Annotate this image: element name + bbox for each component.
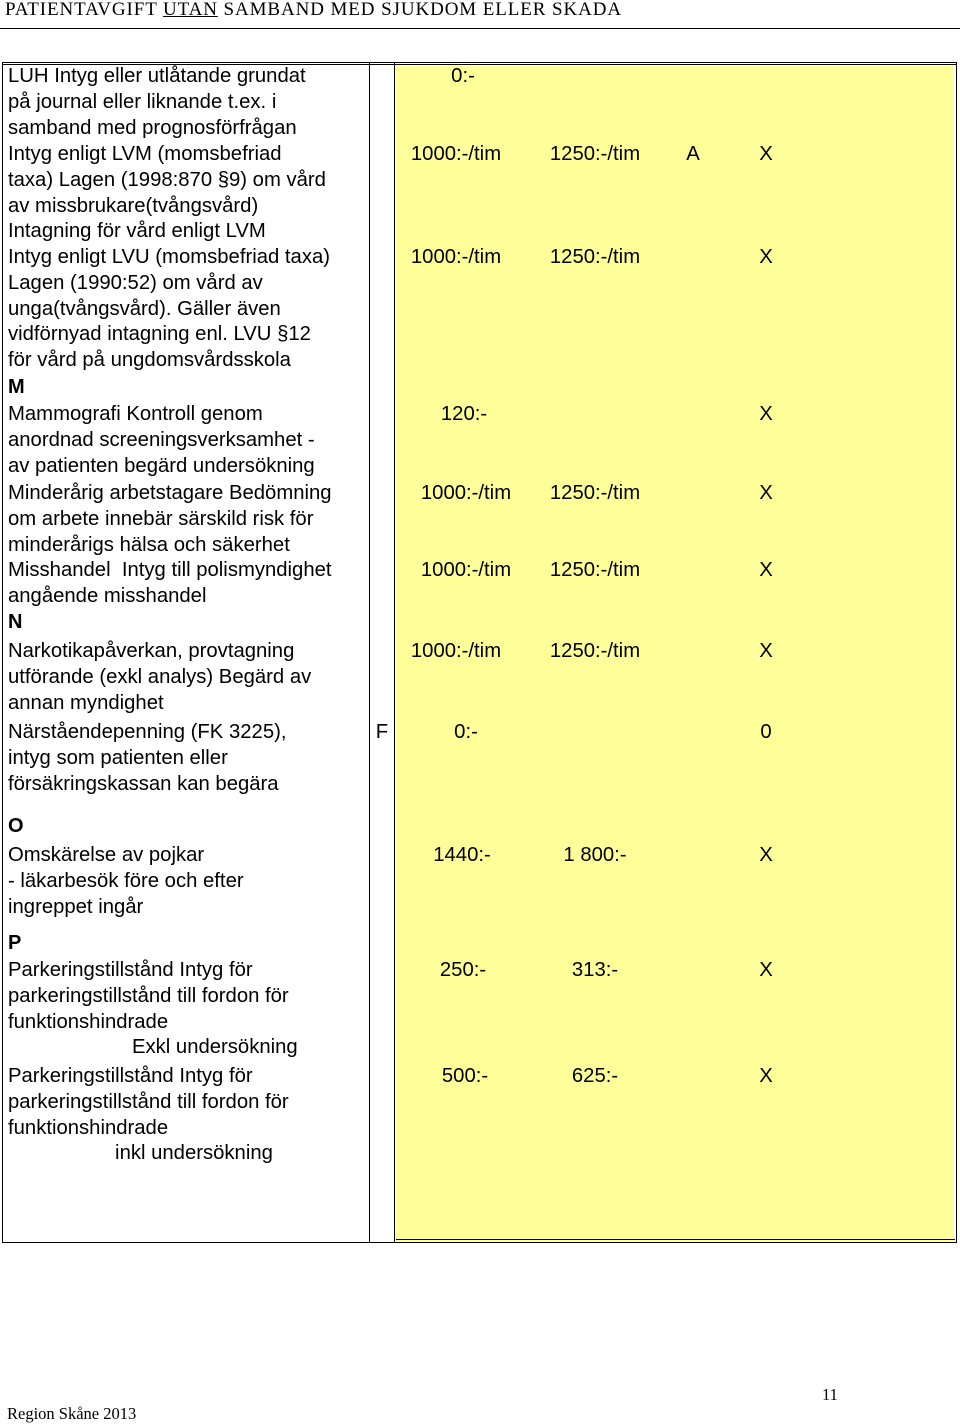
row-mark: X [759, 143, 773, 165]
row-price-secondary: 1 800:- [563, 844, 627, 866]
row-class-code: F [375, 721, 389, 743]
row-mark: 0 [760, 721, 772, 743]
row-price-secondary: 313:- [571, 959, 619, 981]
header-title-underlined: UTAN [163, 0, 218, 20]
table-row-divider [396, 1239, 955, 1240]
row-description: Intyg enligt LVU (momsbefriad taxa) Lagen (1990:52) om vård av unga(tvångsvård). Gäller även vidförnyad intagning enl. LVU §12 för vård på ungdomsvårdsskola [8, 246, 331, 372]
row-mark: X [759, 640, 773, 662]
section-letter-n: N [8, 611, 23, 633]
row-price-primary: 1000:-/tim [410, 143, 502, 165]
row-price-primary: 0:- [454, 721, 478, 743]
row-price-secondary: 1250:-/tim [549, 640, 641, 662]
row-price-primary: 120:- [440, 403, 488, 425]
row-price-primary: 250:- [439, 959, 487, 981]
row-description: Omskärelse av pojkar - läkarbesök före och efter ingreppet ingår [8, 844, 244, 918]
row-mark: X [759, 482, 773, 504]
row-mark: X [759, 1065, 773, 1087]
row-mark: X [759, 559, 773, 581]
row-description: Parkeringstillstånd Intyg för parkeringstillstånd till fordon för funktionshindrade Exkl undersökning [8, 959, 298, 1059]
row-price-primary: 1000:-/tim [410, 640, 502, 662]
row-description: Parkeringstillstånd Intyg för parkeringstillstånd till fordon för funktionshindrade inkl undersökning [8, 1065, 289, 1165]
row-price-primary: 1000:-/tim [410, 246, 502, 268]
section-letter-p: P [8, 932, 22, 954]
row-price-secondary: 625:- [571, 1065, 619, 1087]
document-header-title [5, 0, 622, 21]
row-price-primary: 1000:-/tim [420, 482, 512, 504]
header-title-part-2: SAMBAND MED SJUKDOM ELLER SKADA [217, 0, 622, 20]
row-price-secondary: 1250:-/tim [549, 246, 641, 268]
footer-organization: Region Skåne 2013 [7, 1404, 137, 1423]
row-description: Narkotikapåverkan, provtagning utförande (exkl analys) Begärd av annan myndighet [8, 640, 312, 714]
row-price-secondary: 1250:-/tim [549, 143, 641, 165]
row-description: LUH Intyg eller utlåtande grundat på journal eller liknande t.ex. i samband med prognosförfrågan [8, 65, 306, 139]
row-price-secondary: 1250:-/tim [549, 482, 641, 504]
header-rule [0, 28, 960, 29]
row-description: Misshandel Intyg till polismyndighet angående misshandel [8, 559, 332, 607]
row-price-primary: 500:- [441, 1065, 489, 1087]
row-mark: X [759, 959, 773, 981]
row-description: Mammografi Kontroll genom anordnad screeningsverksamhet - av patienten begärd undersökning [8, 403, 315, 477]
section-letter-m: M [8, 376, 25, 398]
row-price-primary: 1000:-/tim [420, 559, 512, 581]
row-mark: X [759, 403, 773, 425]
row-price-primary: 1440:- [433, 844, 491, 866]
row-class-code: A [686, 143, 700, 165]
row-description: Minderårig arbetstagare Bedömning om arbete innebär särskild risk för minderårigs hälsa och säkerhet [8, 482, 332, 556]
table-column-divider [369, 62, 370, 1243]
row-price-secondary: 1250:-/tim [549, 559, 641, 581]
row-description: Intyg enligt LVM (momsbefriad taxa) Lagen (1998:870 §9) om vård av missbrukare(tvångsvård) Intagning för vård enligt LVM [8, 143, 326, 243]
row-mark: X [759, 844, 773, 866]
row-price-primary: 0:- [451, 65, 475, 87]
header-title-part-1: PATIENTAVGIFT [5, 0, 164, 20]
section-letter-o: O [8, 815, 24, 837]
row-description: Närståendepenning (FK 3225), intyg som patienten eller försäkringskassan kan begära [8, 721, 287, 795]
row-mark: X [759, 246, 773, 268]
page-number: 11 [822, 1385, 838, 1404]
table-column-divider [394, 62, 395, 1243]
